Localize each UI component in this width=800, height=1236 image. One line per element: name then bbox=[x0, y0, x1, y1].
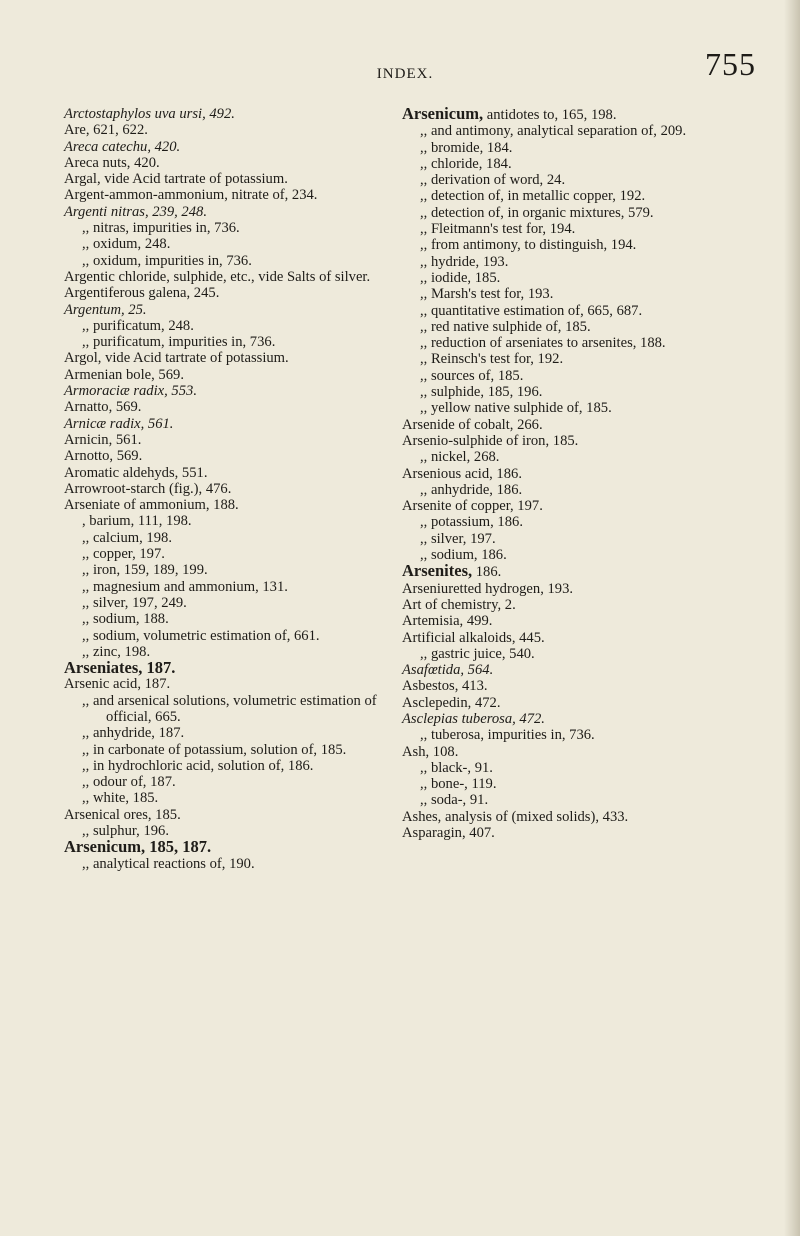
index-entry: Artemisia, 499. bbox=[402, 613, 493, 630]
index-subentry: ,, silver, 197. bbox=[420, 530, 496, 547]
index-entry: Aromatic aldehyds, 551. bbox=[64, 464, 208, 481]
index-subentry: ,, bromide, 184. bbox=[420, 139, 513, 156]
index-subentry: ,, magnesium and ammonium, 131. bbox=[82, 578, 288, 595]
index-subentry: ,, Reinsch's test for, 192. bbox=[420, 351, 564, 368]
index-entry: Arsenide of cobalt, 266. bbox=[402, 416, 543, 433]
index-subentry: ,, zinc, 198. bbox=[82, 643, 151, 660]
index-subentry: ,, nitras, impurities in, 736. bbox=[82, 220, 240, 237]
index-entry: Arsenic acid, 187. bbox=[64, 676, 171, 693]
index-entry: Are, 621, 622. bbox=[64, 122, 148, 139]
index-subentry: ,, and arsenical solutions, volumetric estimation of official, 665. bbox=[82, 692, 377, 725]
index-entry: Arnicin, 561. bbox=[64, 431, 142, 448]
index-subentry: ,, sulphur, 196. bbox=[82, 823, 169, 840]
running-title: INDEX. bbox=[376, 66, 434, 82]
index-subentry: ,, iodide, 185. bbox=[420, 269, 501, 286]
index-entry: Arsenical ores, 185. bbox=[64, 806, 181, 823]
index-subentry: ,, anhydride, 186. bbox=[420, 481, 523, 498]
index-subentry: ,, in carbonate of potassium, solution of, 185. bbox=[82, 741, 347, 758]
index-subentry: ,, oxidum, impurities in, 736. bbox=[82, 252, 252, 269]
index-subentry: ,, gastric juice, 540. bbox=[420, 645, 535, 662]
index-subentry: ,, soda-, 91. bbox=[420, 792, 489, 809]
index-subentry: ,, sodium, 186. bbox=[420, 547, 507, 564]
index-entry: Argol, vide Acid tartrate of potassium. bbox=[64, 350, 289, 367]
index-entry: Ash, 108. bbox=[402, 743, 459, 760]
index-entry: Armenian bole, 569. bbox=[64, 366, 184, 383]
index-subentry: ,, Fleitmann's test for, 194. bbox=[420, 221, 576, 238]
index-subentry: ,, chloride, 184. bbox=[420, 155, 512, 172]
index-entry: Arseniate of ammonium, 188. bbox=[64, 497, 239, 514]
index-subentry: ,, yellow native sulphide of, 185. bbox=[420, 400, 612, 417]
index-entry: Asclepias tuberosa, 472. bbox=[402, 710, 545, 727]
index-entry: Areca nuts, 420. bbox=[64, 154, 160, 171]
index-subentry: ,, copper, 197. bbox=[82, 546, 165, 563]
index-subentry: ,, anhydride, 187. bbox=[82, 725, 185, 742]
index-entry bbox=[402, 563, 738, 580]
index-entry: Argentiferous galena, 245. bbox=[64, 285, 220, 302]
index-subentry: ,, detection of, in metallic copper, 192. bbox=[420, 188, 646, 205]
index-entry: Art of chemistry, 2. bbox=[402, 596, 516, 613]
index-subentry: ,, reduction of arseniates to arsenites, 188. bbox=[420, 335, 666, 352]
index-entry: Argenti nitras, 239, 248. bbox=[64, 203, 207, 220]
index-heading: Arsenites, bbox=[402, 561, 473, 581]
index-entry: Arctostaphylos uva ursi, 492. bbox=[64, 106, 235, 122]
index-subentry: ,, detection of, in organic mixtures, 579. bbox=[420, 204, 654, 221]
index-subentry: ,, calcium, 198. bbox=[82, 529, 172, 546]
index-subentry: ,, sodium, 188. bbox=[82, 611, 169, 628]
index-subentry: ,, tuberosa, impurities in, 736. bbox=[420, 727, 595, 744]
page-header bbox=[60, 44, 756, 82]
index-subentry: ,, iron, 159, 189, 199. bbox=[82, 562, 208, 579]
page-number: 755 bbox=[705, 46, 756, 82]
index-subentry: ,, derivation of word, 24. bbox=[420, 172, 566, 189]
index-entry-rest: antidotes to, 165, 198. bbox=[483, 107, 617, 123]
index-column-left bbox=[64, 106, 384, 872]
index-subentry: ,, nickel, 268. bbox=[420, 449, 500, 466]
index-subentry: ,, silver, 197, 249. bbox=[82, 594, 187, 611]
index-heading: Arsenicum, bbox=[402, 104, 484, 123]
index-entry: Argentum, 25. bbox=[64, 301, 147, 318]
index-entry: Artificial alkaloids, 445. bbox=[402, 629, 545, 646]
index-column-right bbox=[402, 106, 738, 841]
index-entry: Argent-ammon-ammonium, nitrate of, 234. bbox=[64, 187, 318, 204]
index-entry: Armoraciæ radix, 553. bbox=[64, 383, 197, 400]
index-entry: Ashes, analysis of (mixed solids), 433. bbox=[402, 808, 629, 825]
index-subentry: ,, purificatum, 248. bbox=[82, 317, 194, 334]
index-entry: Arsenicum, 185, 187. bbox=[64, 837, 212, 857]
index-entry: Asafœtida, 564. bbox=[402, 662, 494, 679]
index-subentry: ,, oxidum, 248. bbox=[82, 236, 171, 253]
index-subentry: ,, sources of, 185. bbox=[420, 367, 524, 384]
index-entry: Arsenio-sulphide of iron, 185. bbox=[402, 432, 579, 449]
index-subentry: ,, in hydrochloric acid, solution of, 186. bbox=[82, 757, 314, 774]
index-subentry: ,, red native sulphide of, 185. bbox=[420, 318, 591, 335]
index-subentry: ,, sodium, volumetric estimation of, 661. bbox=[82, 627, 320, 644]
index-entry: Asclepedin, 472. bbox=[402, 694, 501, 711]
index-subentry: ,, odour of, 187. bbox=[82, 774, 176, 791]
index-subentry: ,, purificatum, impurities in, 736. bbox=[82, 334, 276, 351]
index-subentry: ,, and antimony, analytical separation of, 209. bbox=[420, 123, 687, 140]
index-entry: Arseniuretted hydrogen, 193. bbox=[402, 580, 574, 597]
index-entry: Arsenite of copper, 197. bbox=[402, 498, 543, 515]
index-entry: Areca catechu, 420. bbox=[64, 138, 181, 155]
index-entry: Arseniates, 187. bbox=[64, 658, 176, 678]
index-entry: Arnatto, 569. bbox=[64, 399, 142, 416]
index-subentry: , barium, 111, 198. bbox=[82, 513, 192, 530]
index-subentry: ,, white, 185. bbox=[82, 790, 159, 807]
index-entry-rest: 186. bbox=[472, 564, 502, 581]
index-subentry: ,, from antimony, to distinguish, 194. bbox=[420, 237, 637, 254]
index-subentry: ,, bone-, 119. bbox=[420, 776, 497, 793]
index-subentry: ,, black-, 91. bbox=[420, 759, 493, 776]
index-entry: Arrowroot-starch (fig.), 476. bbox=[64, 480, 232, 497]
index-subentry: ,, sulphide, 185, 196. bbox=[420, 384, 543, 401]
index-entry: Arnicæ radix, 561. bbox=[64, 415, 174, 432]
index-entry: Asbestos, 413. bbox=[402, 678, 488, 695]
index-entry: Arnotto, 569. bbox=[64, 448, 143, 465]
index-entry bbox=[402, 106, 738, 123]
index-entry: Argal, vide Acid tartrate of potassium. bbox=[64, 171, 288, 188]
index-entry: Asparagin, 407. bbox=[402, 825, 495, 842]
page-edge-shadow bbox=[784, 0, 800, 1236]
index-subentry: ,, Marsh's test for, 193. bbox=[420, 286, 554, 303]
index-subentry: ,, quantitative estimation of, 665, 687. bbox=[420, 302, 643, 319]
index-entry: Argentic chloride, sulphide, etc., vide Salts of silver. bbox=[64, 268, 371, 285]
index-entry: Arsenious acid, 186. bbox=[402, 465, 522, 482]
index-subentry: ,, analytical reactions of, 190. bbox=[82, 855, 255, 872]
index-subentry: ,, hydride, 193. bbox=[420, 253, 509, 270]
index-subentry: ,, potassium, 186. bbox=[420, 514, 523, 531]
